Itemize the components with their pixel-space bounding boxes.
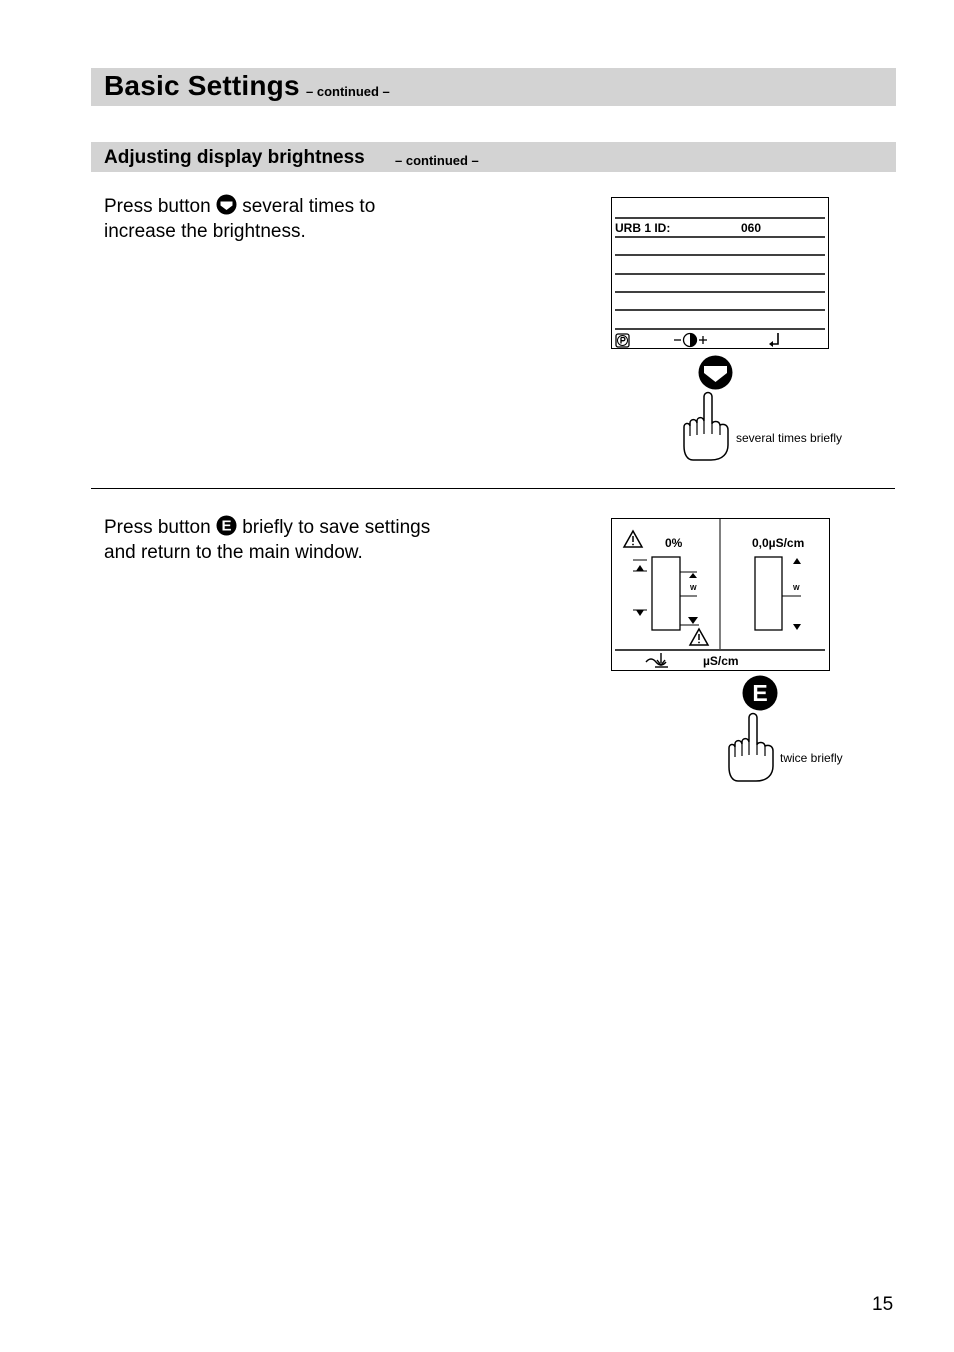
brightness-contrast-icon <box>673 332 713 348</box>
enter-icon <box>768 332 782 348</box>
sensor-icon <box>646 653 668 667</box>
step2-hand-caption: twice briefly <box>780 751 843 765</box>
page-title: Basic Settings <box>104 70 300 101</box>
step1-text-c: increase the brightness. <box>104 221 306 242</box>
warning-icon <box>624 531 642 547</box>
step2-text-a: Press button <box>104 517 211 538</box>
e-button-letter: E <box>221 517 232 535</box>
section-title-suffix: – continued – <box>395 153 479 168</box>
step2-text-b: briefly to save settings <box>242 517 431 538</box>
arrow-down-button-icon-large <box>697 355 734 390</box>
left-value: 0% <box>665 536 683 550</box>
step1-text-a: Press button <box>104 196 211 217</box>
pointing-hand-icon-2 <box>726 711 778 785</box>
display-id-value: 060 <box>741 221 762 235</box>
step1-instruction <box>104 194 375 243</box>
page-number: 15 <box>872 1294 894 1315</box>
right-w-label: W <box>793 585 800 592</box>
e-button-icon-large <box>742 675 778 711</box>
unit-label: µS/cm <box>703 654 739 668</box>
left-w-label: W <box>690 585 697 592</box>
step2-instruction <box>104 515 430 564</box>
section-divider <box>91 488 895 489</box>
p-key-icon <box>615 333 631 349</box>
e-button-icon <box>216 515 237 542</box>
display-id-label: URB 1 ID: <box>615 221 671 235</box>
e-button-large-letter: E <box>752 680 768 706</box>
page-title-suffix: – continued – <box>306 84 390 99</box>
step1-hand-caption: several times briefly <box>736 431 843 445</box>
section-title: Adjusting display brightness <box>104 147 365 168</box>
warning-icon-small <box>690 629 708 645</box>
arrow-down-button-icon <box>216 194 237 221</box>
right-value: 0,0µS/cm <box>752 536 805 550</box>
step1-text-b: several times to <box>242 196 376 217</box>
step2-text-c: and return to the main window. <box>104 542 363 563</box>
pointing-hand-icon <box>681 390 733 464</box>
